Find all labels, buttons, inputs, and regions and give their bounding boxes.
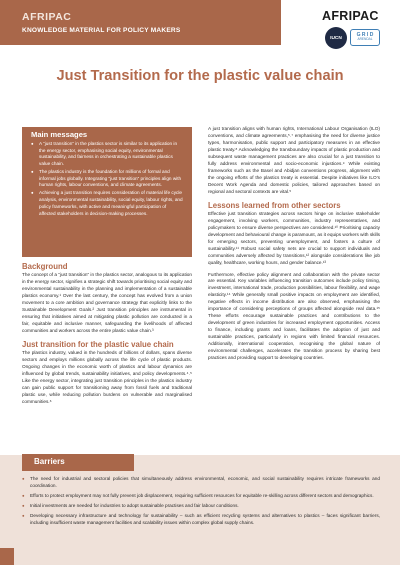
barrier-item: ● Efforts to protect employment may not fully prevent job displacement, requiring sufficient resources for equitable re-skilling across different sectors and demographics. [22, 493, 380, 500]
main-message-item: ● The plastics industry is the foundation for millions of formal and informal jobs globally. Integrating “just transition” principles align with human rights, labour conventions, and climate agreements. [31, 169, 184, 189]
header-series: KNOWLEDGE MATERIAL FOR POLICY MAKERS [22, 27, 181, 34]
main-message-item: ● Achieving a just transition requires consideration of material life cycle analysis, environmental sustainability, social equity, labour rights, and policy frameworks, with active and meaningful participation of affected stakeholders in decision-making processes. [31, 190, 184, 217]
barrier-item: ● Developing necessary infrastructure and technology for sustainability – such as efficient recycling systems and alternatives to plastics – faces significant barriers, including insufficient waste management facilities and scalability issues within complex global supply chains. [22, 513, 380, 527]
grid-logo-subtext: ARENDAL [357, 37, 373, 42]
grid-logo-text: G R I D [356, 32, 374, 39]
header-band [0, 0, 281, 45]
main-messages-heading: Main messages [31, 130, 88, 139]
grid-arendal-logo [350, 29, 380, 46]
background-text: The concept of a “just transition” in the plastics sector, analogous to its application in the energy sector, signifies a strategic shift towards prioritising social equity and environmental sustainability in the planning and implementation of a sustainable plastics economy.¹ Over the last century, the concept has evolved from a union movement to a core ambition and governance strategy that explicitly links to the Sustainable Development Goals.² Just transition principles are instrumental in ensuring that initiatives aimed at mitigating plastic pollution are conducted in a fair, equitable and inclusive manner, safeguarding the livelihoods of affected communities and workers across the entire plastic value chain.³ [22, 272, 192, 333]
barrier-item: ● The need for industrial and sectoral policies that simultaneously address environmental, economic, and social sustainability requires intricate frameworks and coordination. [22, 476, 380, 490]
iucn-logo [325, 27, 347, 49]
brand-wordmark: AFRIPAC [322, 9, 379, 23]
barrier-item: ● Initial investments are needed for industries to adopt sustainable practises and fair labour conditions. [22, 503, 380, 510]
right-column [208, 126, 380, 367]
main-messages-box [22, 127, 192, 257]
main-message-item: ● A “just transition” in the plastics sector is similar to its application in the energy sector, emphasising social equity, environmental sustainability, and fairness in orchestrating a sustainable plastics value chain. [31, 141, 184, 168]
lessons-heading: Lessons learned from other sectors [208, 200, 341, 210]
iucn-logo-text: IUCN [330, 35, 342, 41]
page-title: Just Transition for the plastic value chain [56, 68, 344, 84]
header-eyebrow: AFRIPAC [22, 11, 72, 23]
left-column [22, 262, 192, 411]
value-chain-text: The plastics industry, valued in the hundreds of billions of dollars, spans diverse sectors and employs millions globally across the life cycle of plastic products. Ongoing changes in the economic worth of plastics and labour dynamics are influenced by global trends, sustainability initiatives, and policy developments.⁴˒⁵ Like the energy sector, integrating just transition principles in the plastics industry can gain public support for transitioning away from fossil fuels and traditional plastic use, while reducing pollution burdens on vulnerable and marginalised communities.⁶ [22, 350, 192, 404]
barriers-list [22, 476, 380, 530]
background-heading: Background [22, 262, 68, 271]
main-messages-list [31, 141, 184, 217]
policy-paragraph: Furthermore, effective policy alignment and collaboration with the private sector are essential. Key variables influencing transition outcomes include policy timing, investment, international trade, production possibilities, labour flexibility, and wage elasticity.¹⁴ While generally small positive impacts on employment are identified, negative effects in income distribution are also observed, emphasising the importance of considering perceptions of groups affected alongside real data.¹⁵ These efforts encourage sustainable practices and contributions to the development of green industries for increased employment opportunities. Access to finance, including grants and loans, facilitates the adoption of just and sustainable practices, particularly in regions with limited financial resources. Additionally, international cooperation, recognising the global nature of environmental challenges, accelerates the transition process by sharing best practices and providing support to developing countries. [208, 271, 380, 360]
value-chain-heading: Just transition for the plastic value chain [22, 339, 174, 349]
lessons-paragraph: Effective just transition strategies across sectors hinge on inclusive stakeholder engagement, involving workers, communities, industry representatives, and policymakers to ensure diverse perspectives are considered.¹⁰ Prioritising capacity development and behavioural change is paramount, as it equips workers with skills for emerging sectors, preventing unemployment, and fosters a culture of sustainability.¹¹ Robust social safety nets are crucial to support individuals and communities adversely affected by transitions,¹² alongside considerations like job quality, healthcare, working hours, and gender balance.¹³ [208, 210, 380, 265]
barriers-heading: Barriers [22, 454, 134, 471]
human-rights-paragraph: A just transition aligns with human rights, International Labour Organisation (ILO) conventions, and climate agreements,⁵˒⁷ emphasising the need for diverse justice types, harmonisation, public support and participatory measures in an effective plastic treaty.⁸ Acknowledging the transboundary impacts of plastic production and subsequent waste management practices are also crucial for a just transition to fully address environmental and socio-economic injustices.⁹ While existing frameworks such as the Basel and Abidjan conventions progress, alignment with the ongoing efforts of the plastics treaty is essential. Despite initiatives like ILO’s Decent Work Agenda and domestic policies, tailored approaches based on regional and sectoral contexts are vital.⁵ [208, 126, 380, 194]
footer-accent [0, 548, 14, 565]
